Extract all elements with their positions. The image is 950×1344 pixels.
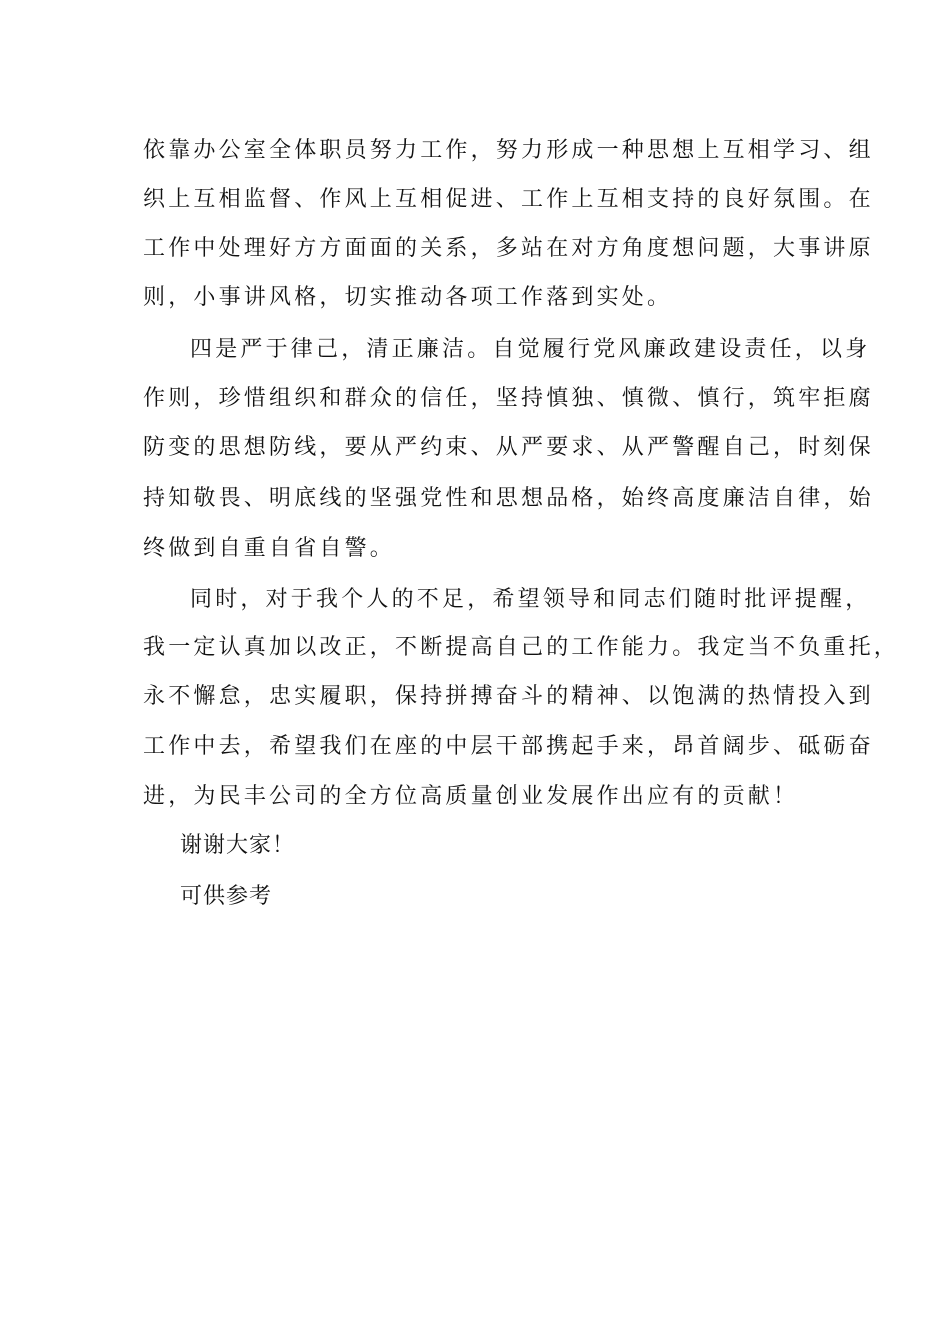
reference-note: 可供参考	[180, 884, 273, 909]
text-line: 持知敬畏、明底线的坚强党性和思想品格，始终高度廉洁自律，始	[143, 486, 874, 511]
text-line: 同时，对于我个人的不足，希望领导和同志们随时批评提醒，	[190, 587, 871, 612]
text-line: 织上互相监督、作风上互相促进、工作上互相支持的良好氛围。在	[143, 187, 874, 212]
text-line: 我一定认真加以改正，不断提高自己的工作能力。我定当不负重托，	[143, 635, 900, 660]
text-line: 终做到自重自省自警。	[143, 536, 396, 561]
text-line: 工作中去，希望我们在座的中层干部携起手来，昂首阔步、砥砺奋	[143, 734, 874, 759]
text-line: 永不懈怠，忠实履职，保持拼搏奋斗的精神、以饱满的热情投入到	[143, 684, 874, 709]
text-line: 工作中处理好方方面面的关系，多站在对方角度想问题，大事讲原	[143, 236, 874, 261]
text-line: 进，为民丰公司的全方位高质量创业发展作出应有的贡献！	[143, 784, 799, 809]
text-line: 作则，珍惜组织和群众的信任，坚持慎独、慎微、慎行，筑牢拒腐	[143, 386, 874, 411]
closing-thanks: 谢谢大家！	[180, 833, 296, 858]
text-line: 依靠办公室全体职员努力工作，努力形成一种思想上互相学习、组	[143, 138, 874, 163]
text-line: 则，小事讲风格，切实推动各项工作落到实处。	[143, 285, 673, 310]
text-line: 防变的思想防线，要从严约束、从严要求、从严警醒自己，时刻保	[143, 435, 874, 460]
text-line: 四是严于律己，清正廉洁。自觉履行党风廉政建设责任，以身	[190, 337, 871, 362]
